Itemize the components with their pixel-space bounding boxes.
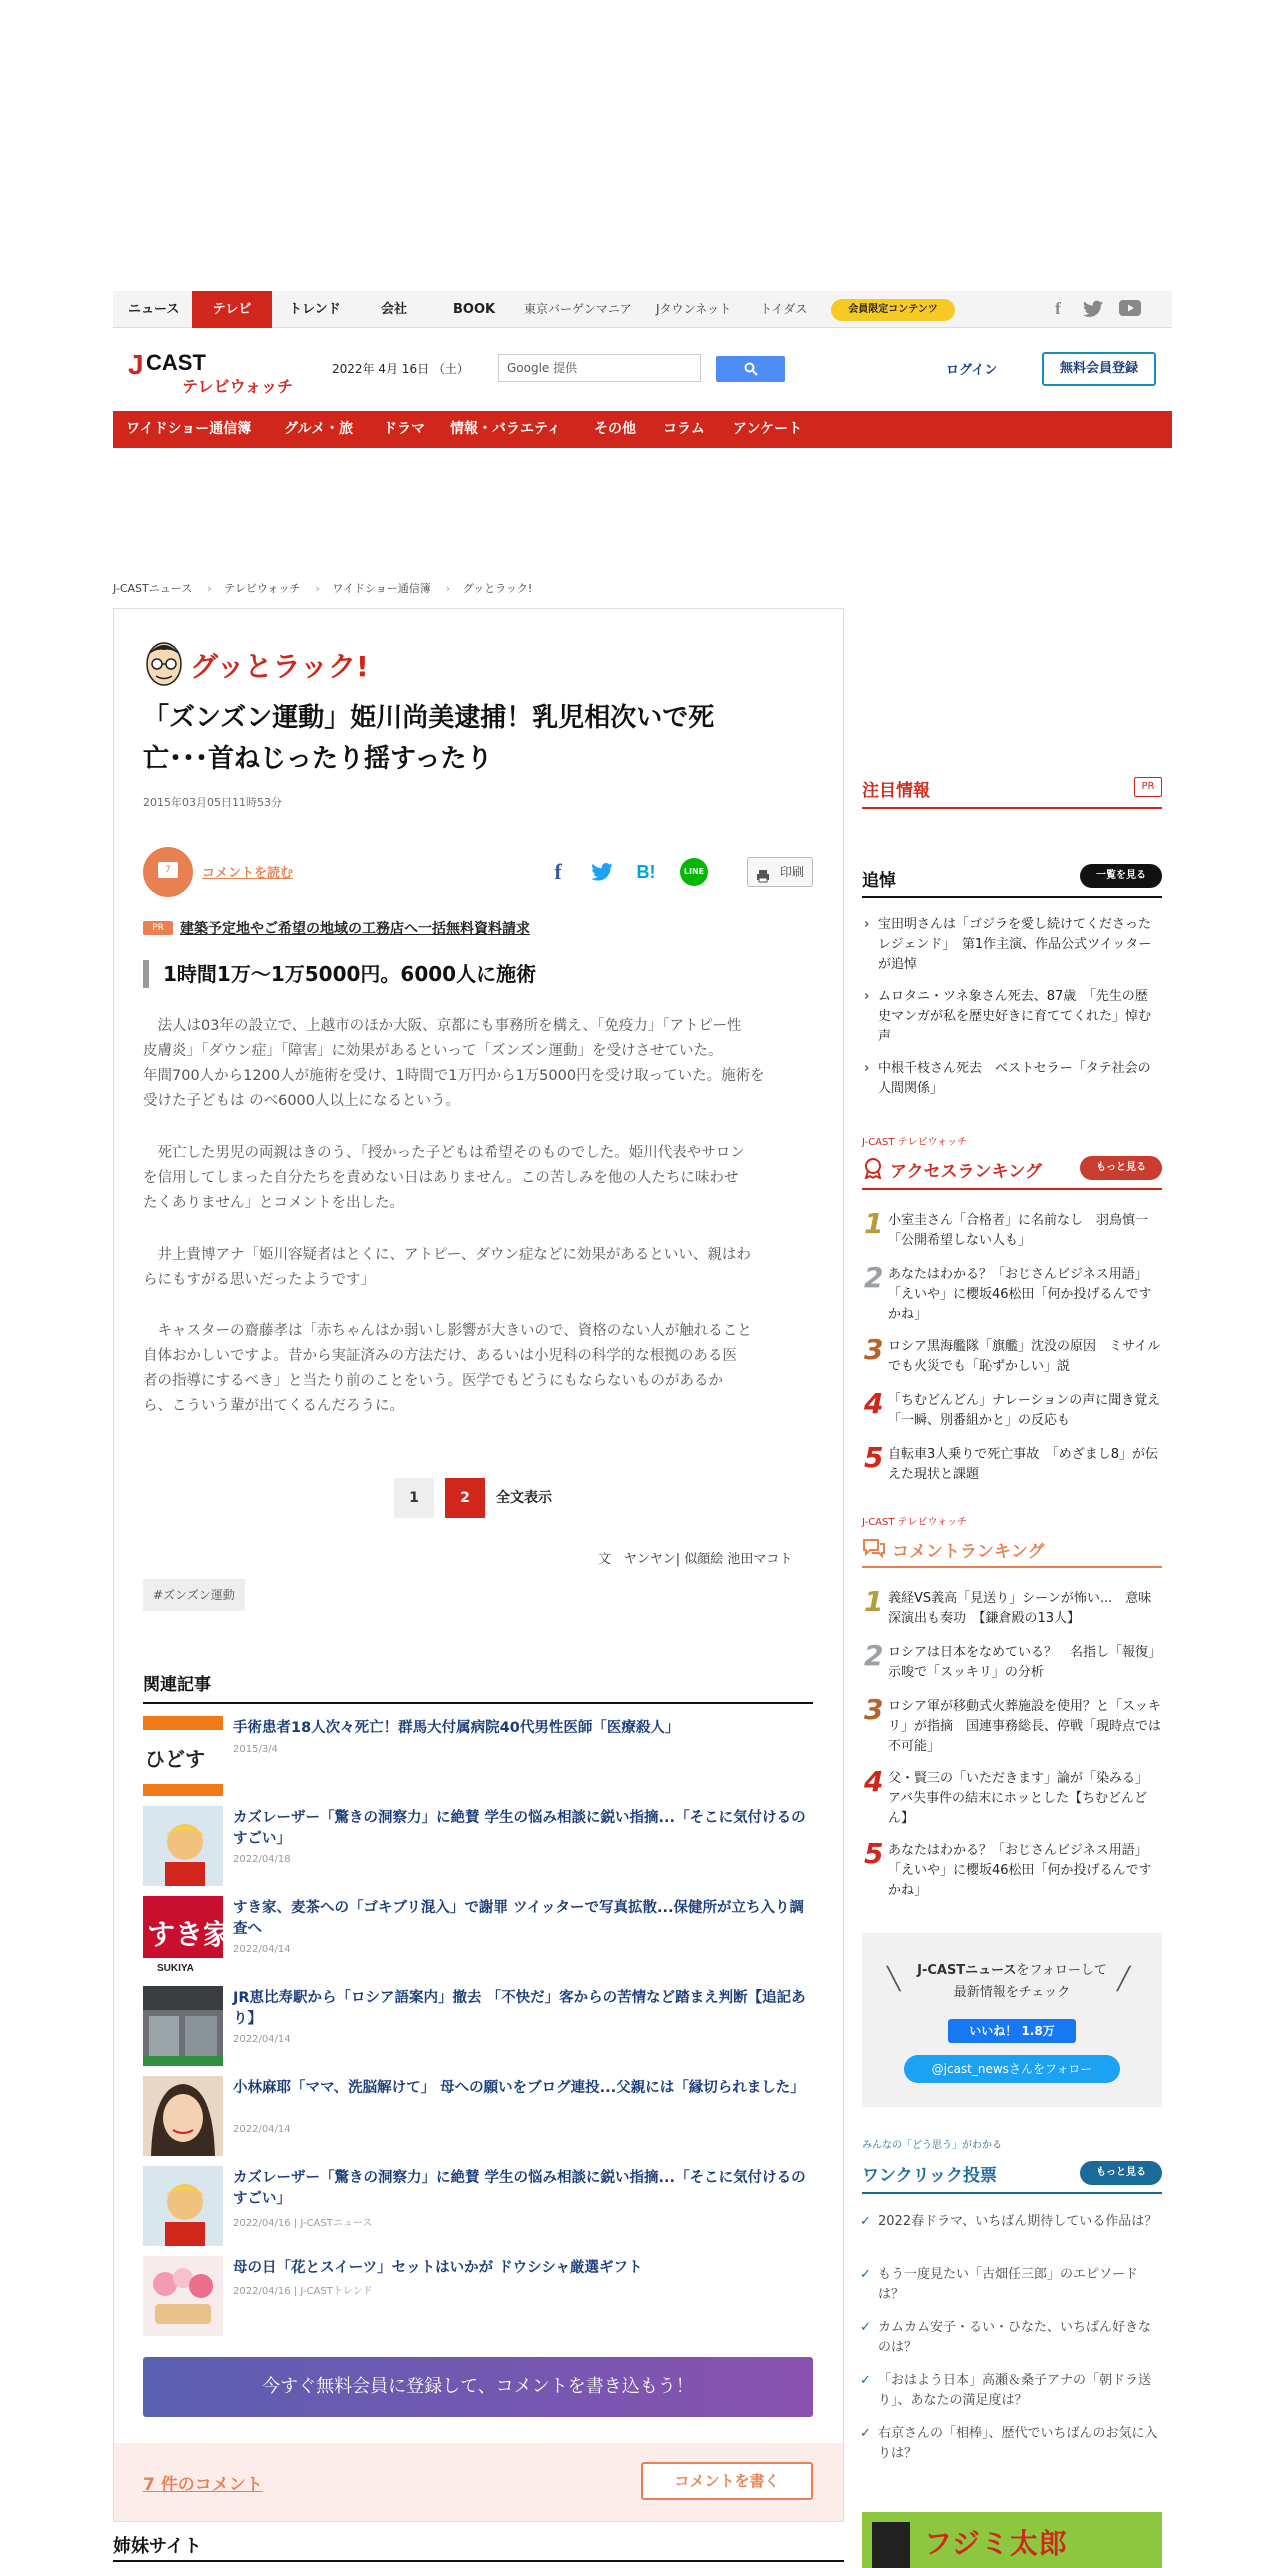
memorial-more-button[interactable]: 一覧を見る (1080, 864, 1162, 888)
subhead-marker (143, 960, 149, 988)
vote-item[interactable]: ✓ もう一度見たい「古畑任三郎」のエピソードは？ (860, 2267, 1139, 2302)
nav-tv[interactable]: テレビ (192, 291, 272, 328)
ranking-item[interactable] (864, 1639, 1162, 1699)
article-paragraph: キャスターの齋藤孝は「赤ちゃんはか弱いし影響が大きいので、資格のない人が触れること 自体おかしいですよ。昔から実証済みの方法だけ、あるいは小児科の科学的な根拠のある医 者の指導にするべき」と当たり前のことをいう。医学でもどうにもならないものがあるか ら、こういう輩が出てくるんだろうに。 (143, 1323, 752, 1414)
rank-title: 「ちむどんどん」ナレーションの声に聞き覚え 「一瞬、別番組かと」の反応も (888, 1393, 1174, 1428)
vote-item[interactable]: ✓ カムカム安子・るい・ひなた、いちばん好きなのは？ (860, 2320, 1152, 2355)
memorial-item[interactable]: › ムロタニ・ツネ象さん死去、87歳 「先生の歴史マンガが私を歴史好きに育ててくれた」悼む声 (878, 987, 1158, 1047)
check-icon: ✓ (860, 2373, 871, 2388)
banner-book-icon (872, 2522, 910, 2568)
current-date: 2022年 4月 16日 （土） (332, 362, 469, 376)
svg-text:CAST: CAST (146, 350, 206, 375)
register-cta-button[interactable]: 今すぐ無料会員に登録して、コメントを書き込もう！ (143, 2357, 813, 2417)
comment-ranking-heading: コメントランキング (892, 1542, 1045, 1562)
ranking-item[interactable] (864, 1765, 1158, 1826)
memorial-item[interactable]: › 宝田明さんは「ゴジラを愛し続けてくださったレジェンド」 第1作主演、作品公式ツイッターが追悼 (878, 915, 1158, 975)
print-button[interactable] (747, 857, 813, 887)
related-title[interactable]: カズレーザー「驚きの洞察力」に絶賛 学生の悩み相談に鋭い指摘...「そこに気付けるのすごい」 (233, 1810, 806, 1847)
facebook-like-button[interactable]: いいね！ 1.8万 (948, 2019, 1076, 2043)
rank-title: ロシア黒海艦隊「旗艦」沈没の原因 ミサイルでも火災でも「恥ずかしい」説 (888, 1339, 1161, 1374)
article-tag[interactable]: #ズンズン運動 (143, 1579, 245, 1611)
related-date: 2022/04/14 (233, 2034, 291, 2045)
ranking-item[interactable] (864, 1441, 1159, 1501)
twitter-icon[interactable] (1083, 300, 1103, 318)
published-date: 2015年03月05日11時53分 (143, 796, 282, 809)
search-input[interactable]: Google 提供 (498, 354, 701, 382)
sidebar-banner[interactable] (862, 2512, 1162, 2568)
twitter-follow-button[interactable]: @jcast_newsさんをフォロー (904, 2055, 1120, 2083)
ranking-item[interactable] (864, 1837, 1158, 1898)
follow-subtext: 最新情報をチェック (953, 1985, 1071, 2000)
page-2-button[interactable]: 2 (445, 1478, 485, 1518)
ranking-item[interactable] (864, 1387, 1174, 1447)
related-title[interactable]: JR恵比寿駅から「ロシア語案内」撤去 「不快だ」客からの苦情など踏まえ判断【追記あり】 (233, 1990, 806, 2027)
divider (862, 807, 1162, 809)
rank-number: 4 (864, 1765, 884, 1798)
program-title: グッとラック! (190, 650, 369, 683)
divider (113, 2560, 844, 2562)
related-date: 2022/04/14 (233, 2124, 291, 2135)
ranking-item[interactable] (864, 1333, 1161, 1393)
related-item[interactable] (143, 1806, 813, 1886)
related-thumbnail (143, 1806, 223, 1886)
cat-gourmet[interactable]: グルメ・旅 (284, 421, 354, 437)
twitter-share-icon[interactable] (590, 858, 614, 886)
rank-number: 5 (864, 1441, 884, 1474)
facebook-icon[interactable]: f (1055, 299, 1061, 318)
check-icon: ✓ (860, 2426, 871, 2441)
banner-title: フジミ太郎 (924, 2527, 1068, 2560)
cat-variety[interactable]: 情報・バラエティ (450, 421, 561, 437)
related-title[interactable]: 母の日「花とスイーツ」セットはいかが ドウシシャ厳選ギフト (233, 2260, 643, 2276)
line-share-icon[interactable]: LINE (680, 858, 708, 886)
facebook-share-icon[interactable]: f (554, 859, 562, 884)
cat-drama[interactable]: ドラマ (383, 421, 425, 437)
vote-heading: ワンクリック投票 (862, 2166, 997, 2186)
pr-badge: PR (1134, 777, 1162, 797)
svg-text:J: J (128, 349, 144, 380)
vote-item[interactable]: ✓ 2022春ドラマ、いちばん期待している作品は？ (878, 2212, 1158, 2232)
related-thumbnail (143, 2166, 223, 2246)
program-mascot-icon (143, 638, 185, 688)
related-thumbnail (143, 1896, 223, 1976)
divider (862, 1188, 1162, 1190)
related-item[interactable] (143, 1986, 813, 2066)
rank-title: あなたはわかる？「おじさんビジネス用語」 「えいや」に櫻坂46松田「何か投げるんですかね」 (888, 1267, 1155, 1322)
featured-heading: 注目情報 (862, 781, 930, 801)
article-paragraph: 法人は03年の設立で、上越市のほか大阪、京都にも事務所を構え、「免疫力」「アトピー性 皮膚炎」「ダウン症」「障害」に効果があるといって「ズンズン運動」を受けさせていた。 年間700人から1200人が施術を受け、1時間で1万円から1万5000円を受け取っていた。施術を 受けた子どもは のべ6000人以上になるという。 (143, 1018, 765, 1109)
show-full-text-link[interactable]: 全文表示 (496, 1490, 552, 1506)
breadcrumb-item[interactable]: テレビウォッチ (224, 582, 301, 595)
rank-number: 2 (864, 1639, 884, 1672)
related-date: 2022/04/14 (233, 1944, 291, 1955)
ranking-item[interactable] (864, 1693, 1162, 1754)
rank-number: 1 (864, 1585, 884, 1618)
headline-line: 「ズンズン運動」姫川尚美逮捕！乳児相次いで死 (143, 703, 715, 733)
related-thumbnail (143, 2076, 223, 2156)
svg-text:SUKIYA: SUKIYA (157, 1963, 194, 1974)
follow-text: J-CASTニュースをフォローして (917, 1963, 1107, 1978)
related-date: 2015/3/4 (233, 1744, 278, 1755)
related-thumbnail (143, 2256, 223, 2336)
chat-bubbles-icon (862, 1537, 886, 1559)
search-icon (744, 362, 758, 376)
divider (862, 1566, 1162, 1568)
read-comments-link[interactable]: コメントを読む (202, 866, 294, 881)
breadcrumb-item[interactable]: ワイドショー通信簿 (332, 582, 431, 595)
rank-title: 父・賢三の「いただきます」論が「染みる」 アバ失事件の結末にホッとした【ちむどんどん】 (888, 1771, 1155, 1826)
rank-title: 自転車3人乗りで死亡事故 「めざまし8」が伝えた現状と課題 (888, 1447, 1159, 1482)
write-comment-button[interactable]: コメントを書く (641, 2462, 813, 2500)
memorial-item[interactable]: › 中根千枝さん死去 ベストセラー「タテ社会の人間関係」 (878, 1059, 1158, 1099)
award-icon (862, 1157, 884, 1179)
pr-badge: PR (143, 921, 173, 935)
rank-title: あなたはわかる？「おじさんビジネス用語」 「えいや」に櫻坂46松田「何か投げるんですかね」 (888, 1843, 1155, 1898)
related-title[interactable]: 手術患者18人次々死亡！群馬大付属病院40代男性医師「医療殺人」 (233, 1720, 680, 1736)
ranking-item[interactable] (864, 1585, 1158, 1645)
check-icon: ✓ (860, 2320, 871, 2335)
breadcrumb: J-CASTニュース › テレビウォッチ › ワイドショー通信簿 › グッとラック! (113, 582, 533, 595)
members-only-badge[interactable]: 会員限定コンテンツ (831, 299, 955, 321)
register-button[interactable]: 無料会員登録 (1042, 352, 1156, 386)
check-icon: ✓ (860, 2214, 871, 2229)
rank-title: ロシア軍が移動式火葬施設を使用？と「スッキリ」が指摘 国連事務総長、停戦「現時点では不可能」 (888, 1699, 1162, 1754)
comment-icon[interactable] (143, 847, 193, 897)
cat-column[interactable]: コラム (663, 421, 705, 437)
svg-text:すき家: すき家 (147, 1918, 223, 1951)
divider (862, 2192, 1162, 2194)
cat-other[interactable]: その他 (594, 421, 636, 437)
cat-survey[interactable]: アンケート (733, 421, 803, 437)
hatena-bookmark-icon[interactable]: B! (636, 862, 656, 882)
svg-text:テレビウォッチ: テレビウォッチ (182, 377, 294, 396)
related-item[interactable] (143, 2256, 813, 2336)
svg-text:ひどす: ひどす (145, 1747, 205, 1771)
top-nav (113, 291, 1172, 328)
vote-more-button[interactable]: もっと見る (1080, 2161, 1162, 2185)
breadcrumb-item[interactable]: J-CASTニュース (113, 582, 193, 595)
nav-trend[interactable]: トレンド (289, 302, 341, 317)
site-logo[interactable] (126, 346, 316, 398)
search-button[interactable] (716, 356, 785, 382)
rank-number: 3 (864, 1693, 884, 1726)
divider (862, 896, 1162, 898)
divider (143, 1702, 813, 1704)
nav-bargain[interactable]: 東京バーゲンマニア (524, 302, 632, 316)
rank-number: 3 (864, 1333, 884, 1366)
youtube-icon[interactable] (1119, 300, 1139, 318)
section-kicker: みんなの「どう思う」がわかる (862, 2140, 1002, 2151)
rank-title: 小室圭さん「合格者」に名前なし 羽鳥慎一「公開希望しない人も」 (888, 1213, 1149, 1248)
related-date: 2022/04/16 | J-CASTトレンド (233, 2286, 373, 2297)
category-nav (113, 411, 1172, 448)
related-date: 2022/04/18 (233, 1854, 291, 1865)
related-item[interactable] (143, 2166, 813, 2246)
rank-title: 義経VS義高「見送り」シーンが怖い... 意味深演出も奏功 【鎌倉殿の13人】 (888, 1591, 1152, 1626)
rank-number: 2 (864, 1261, 884, 1294)
nav-jtown[interactable]: Jタウンネット (656, 302, 732, 316)
access-ranking-heading: アクセスランキング (890, 1162, 1042, 1182)
vote-item[interactable]: ✓ 「おはよう日本」高瀬＆桑子アナの「朝ドラ送り」、あなたの満足度は？ (860, 2373, 1152, 2408)
article-paragraph: 井上貴博アナ「姫川容疑者はとくに、アトピー、ダウン症などに効果があるといい、親はわ らにもすがる思いだったようです」 (143, 1247, 751, 1288)
headline-line: 亡･･･首ねじったり揺すったり (143, 744, 493, 774)
related-title[interactable]: カズレーザー「驚きの洞察力」に絶賛 学生の悩み相談に鋭い指摘...「そこに気付けるのすごい」 (233, 2170, 806, 2207)
related-heading: 関連記事 (143, 1675, 211, 1695)
nav-company[interactable]: 会社 (381, 302, 408, 317)
article-subhead: 1時間1万～1万5000円。6000人に施術 (163, 962, 537, 986)
follow-box (862, 1933, 1162, 2107)
article-headline (143, 698, 793, 780)
ranking-item[interactable] (864, 1207, 1158, 1267)
article-credit: 文 ヤンヤン| 似顔絵 池田マコト (598, 1552, 793, 1567)
ranking-item[interactable] (864, 1261, 1158, 1322)
related-date: 2022/04/16 | J-CASTニュース (233, 2218, 373, 2229)
printer-icon (756, 865, 770, 879)
slash-deco: ╲ (887, 1967, 901, 1992)
related-item[interactable] (143, 2076, 813, 2156)
pr-link[interactable]: 建築予定地やご希望の地域の工務店へ一括無料資料請求 (180, 921, 530, 937)
nav-toidas[interactable]: トイダス (760, 302, 808, 316)
related-item[interactable] (143, 1896, 813, 1976)
slash-deco: ╱ (1117, 1967, 1131, 1992)
breadcrumb-item[interactable]: グッとラック! (462, 582, 533, 595)
page-1-button[interactable]: 1 (394, 1478, 434, 1518)
check-icon: ✓ (860, 2267, 871, 2282)
rank-title: ロシアは日本をなめている？ 名指し「報復」示唆で「スッキリ」の分析 (888, 1645, 1162, 1680)
related-thumbnail (143, 1986, 223, 2066)
section-kicker: J-CAST テレビウォッチ (862, 1137, 968, 1148)
related-thumbnail (143, 1716, 223, 1796)
rank-number: 5 (864, 1837, 884, 1870)
vote-item[interactable]: ✓ 右京さんの「相棒」、歴代でいちばんのお気に入りは？ (860, 2426, 1158, 2461)
rank-number: 1 (864, 1207, 884, 1240)
sister-sites-heading: 姉妹サイト (113, 2536, 202, 2557)
nav-news[interactable]: ニュース (128, 302, 180, 317)
print-label: 印刷 (779, 865, 804, 879)
login-link[interactable]: ログイン (946, 363, 998, 378)
related-item[interactable] (143, 1716, 813, 1796)
rank-number: 4 (864, 1387, 884, 1420)
related-title[interactable]: 小林麻耶「ママ、洗脳解けて」 母への願いをブログ連投...父親には「縁切られました」 (233, 2080, 805, 2096)
section-kicker: J-CAST テレビウォッチ (862, 1517, 968, 1528)
nav-book[interactable]: BOOK (453, 302, 496, 317)
comment-count-badge: 7 (158, 862, 178, 878)
memorial-heading: 追悼 (862, 871, 896, 891)
cat-wideshow[interactable]: ワイドショー通信簿 (126, 421, 252, 437)
article-paragraph: 死亡した男児の両親はきのう、「授かった子どもは希望そのものでした。姫川代表やサロン を信用してしまった自分たちを責めない日はありません。この苦しみを他の人たちに味わせ たくありません」とコメントを出した。 (143, 1145, 745, 1211)
related-title[interactable]: すき家、麦茶への「ゴキブリ混入」で謝罪 ツイッターで写真拡散...保健所が立ち入り調査へ (233, 1900, 804, 1937)
access-ranking-more-button[interactable]: もっと見る (1080, 1156, 1162, 1180)
comment-count-link[interactable]: 7 件のコメント (143, 2475, 263, 2495)
